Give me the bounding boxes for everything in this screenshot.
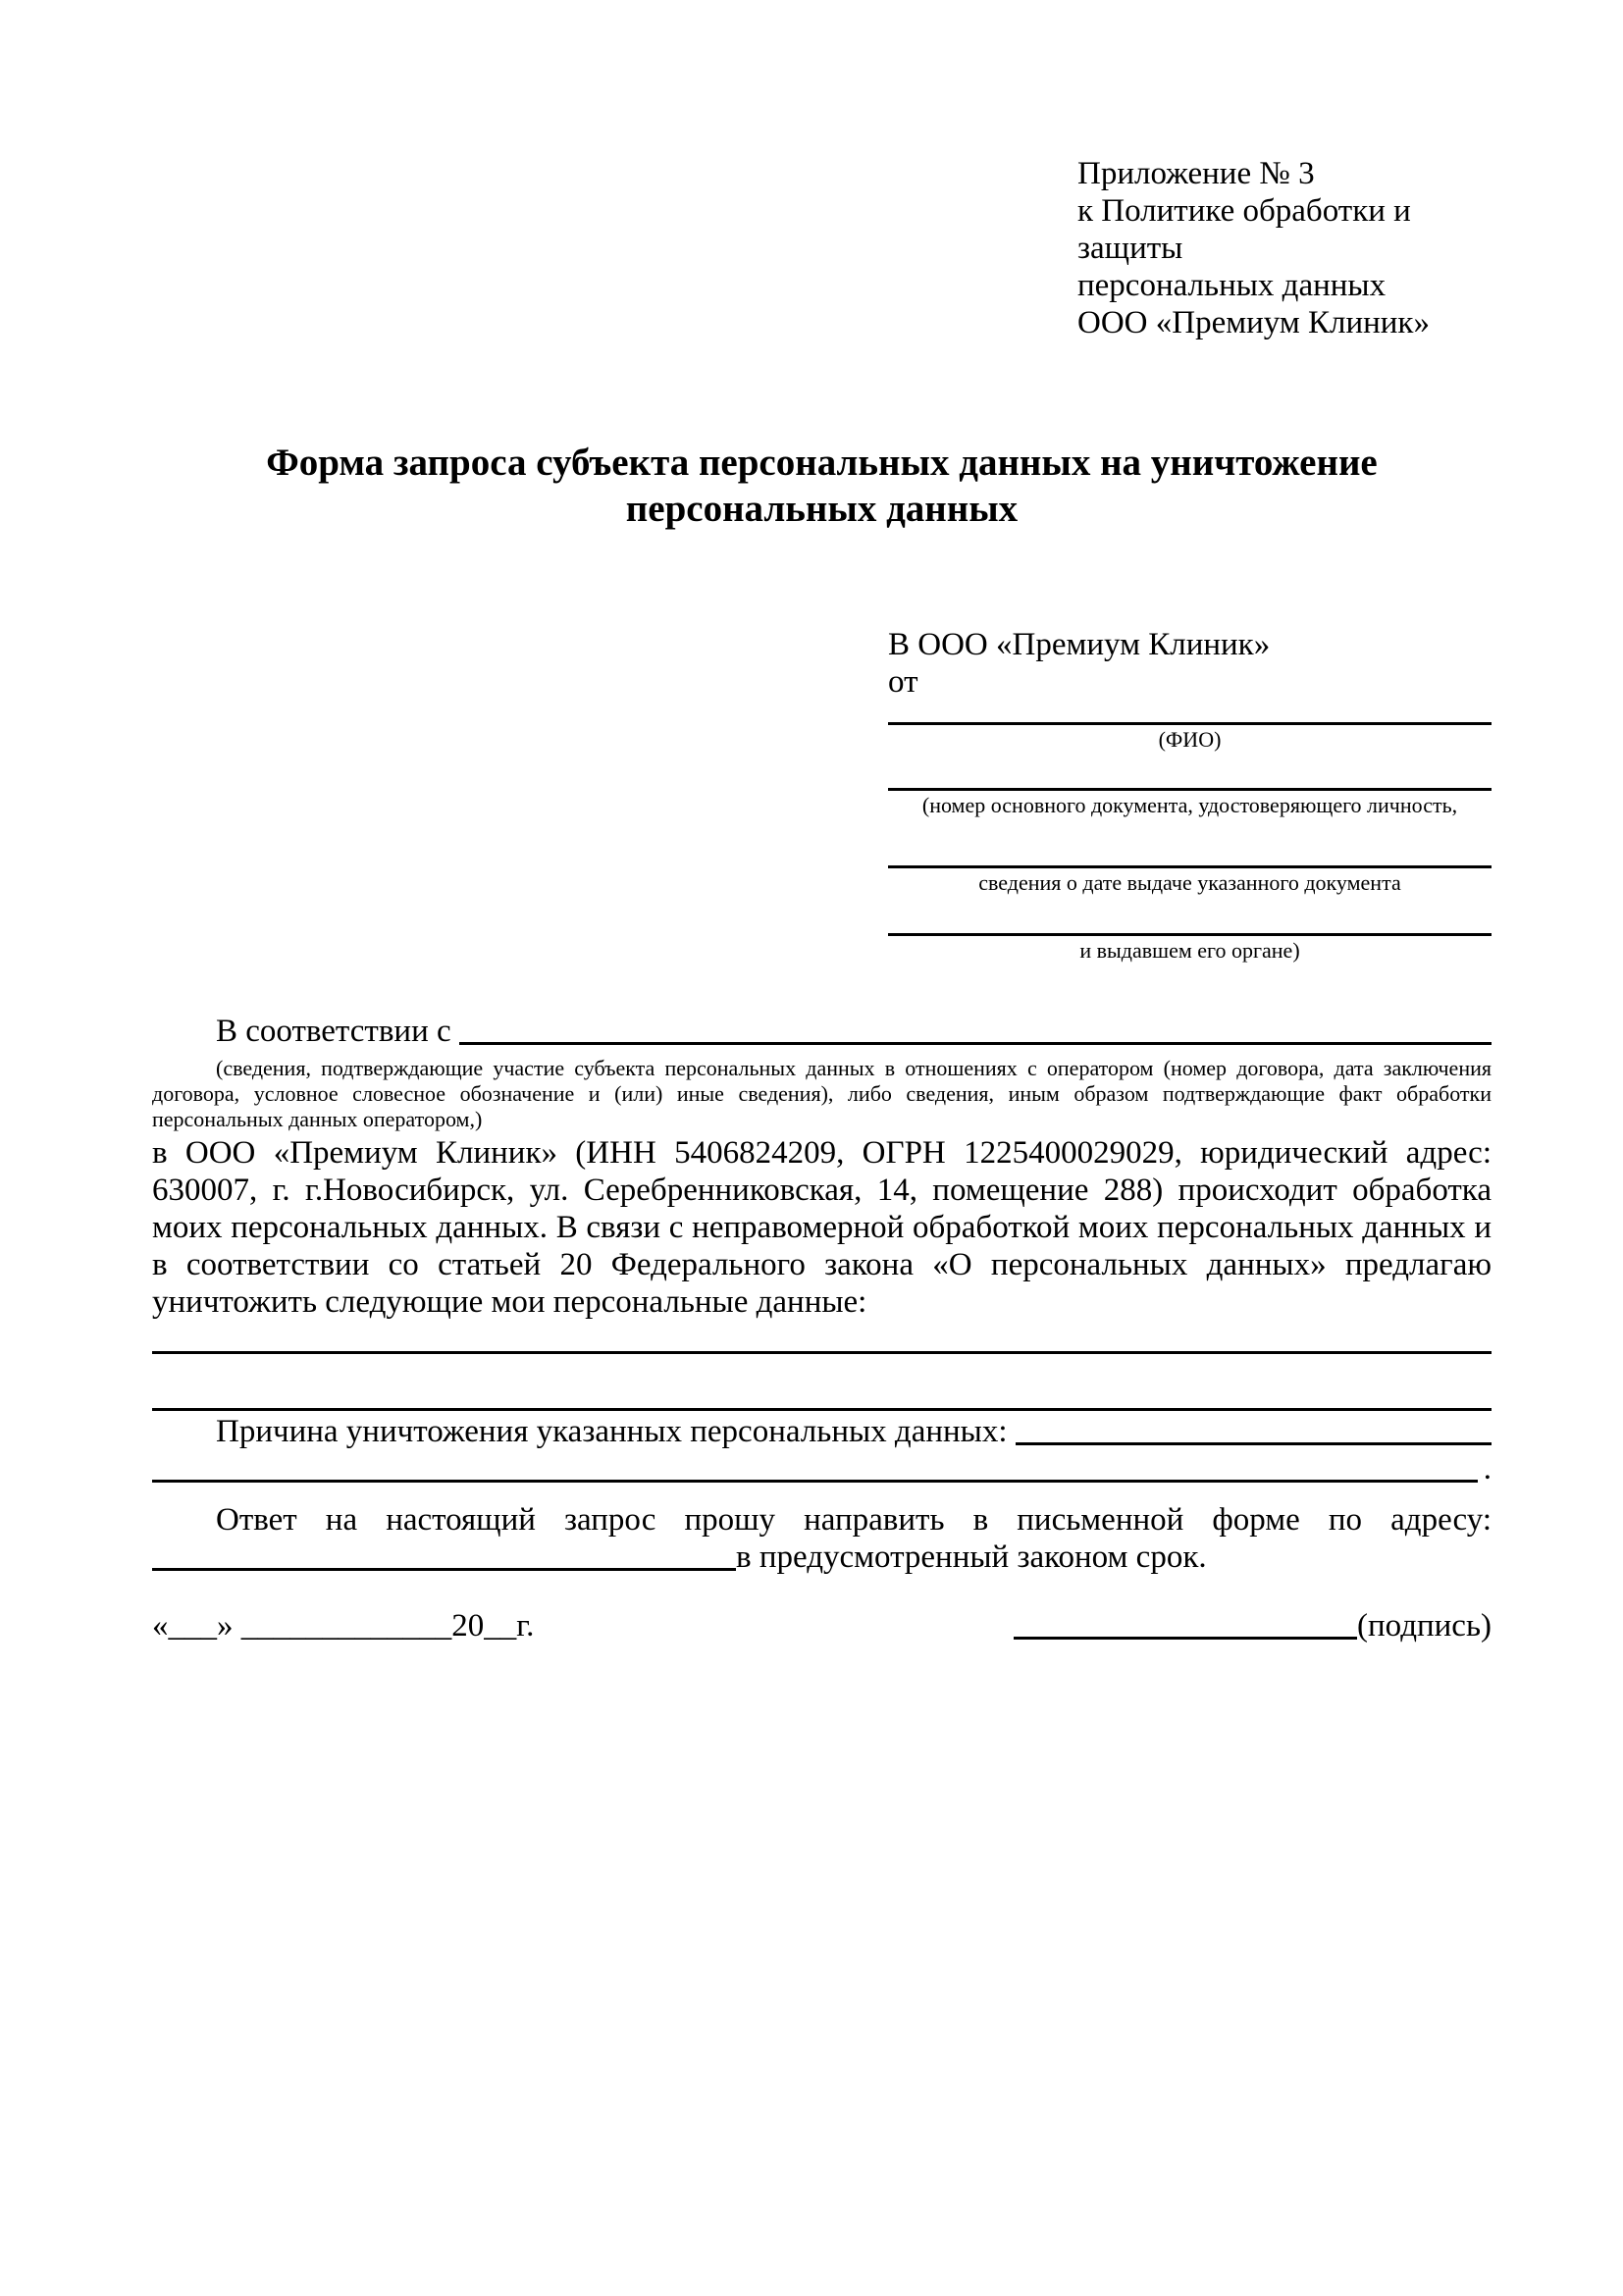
reason-row (152, 1413, 1492, 1450)
date-signature-row (152, 1607, 1492, 1644)
issue-date-blank-line (888, 818, 1492, 868)
page-title-line-1: Форма запроса субъекта персональных данных на уничтожение (266, 442, 1378, 484)
issuing-authority-blank-line (888, 896, 1492, 936)
issuing-authority-field (888, 896, 1492, 964)
response-address-blank-line (152, 1539, 736, 1571)
response-address-row (152, 1539, 1492, 1576)
response-term-text: в предусмотренный законом срок. (736, 1539, 1207, 1575)
data-to-destroy-blank-line-2 (152, 1354, 1492, 1411)
fine-print-note: (сведения, подтверждающие участие субъекта персональных данных в отношениях с оператором (номер договора, дата заключения договора, условное словесное обозначение и (или) иные сведения), либо сведения, иным образом подтверждающие факт обработки персональных данных оператором,) (152, 1056, 1492, 1131)
signature-blank-line (1014, 1607, 1357, 1640)
document-number-caption: (номер основного документа, удостоверяющего личность, (921, 793, 1458, 817)
reason-label: Причина уничтожения указанных персональных данных: (216, 1414, 1008, 1449)
page-title (152, 440, 1492, 532)
signature-caption: (подпись) (1357, 1608, 1492, 1644)
reason-blank-line (1016, 1413, 1492, 1445)
addressee-from-label: от (888, 664, 918, 700)
appendix-header-note (1077, 0, 1492, 341)
issue-date-caption: сведения о дате выдаче указанного документа (978, 870, 1401, 895)
issuing-authority-caption: и выдавшем его органе) (1079, 938, 1300, 963)
document-number-field (888, 753, 1492, 818)
reason-continuation-row (152, 1450, 1492, 1487)
trailing-period: . (1483, 1451, 1492, 1487)
header-line-personal-data: персональных данных (1077, 268, 1387, 303)
response-request-line: Ответ на настоящий запрос прошу направить в письменной форме по адресу: (216, 1502, 1492, 1538)
accordance-label: В соответствии с (216, 1014, 451, 1049)
reason-continuation-blank-line (152, 1450, 1478, 1483)
addressee-organization: В ООО «Премиум Клиник» (888, 627, 1271, 662)
fio-blank-line (888, 701, 1492, 725)
data-to-destroy-blank-line-1 (152, 1321, 1492, 1354)
document-number-blank-line (888, 753, 1492, 791)
accordance-row (152, 1013, 1492, 1050)
fio-caption: (ФИО) (1158, 727, 1222, 752)
header-line-policy: к Политике обработки и защиты (1077, 193, 1411, 266)
accordance-blank-line (459, 1013, 1492, 1045)
fio-field (888, 701, 1492, 753)
date-blank-field: «___» _____________20__г. (152, 1608, 535, 1644)
page-title-line-2: персональных данных (625, 488, 1019, 530)
main-paragraph: в ООО «Премиум Клиник» (ИНН 5406824209, ОГРН 1225400029029, юридический адрес: 630007, г. г.Новосибирск, ул. Серебренниковская, 14, помещение 288) происходит обработка моих персональных данных. В связи с неправомерной обработкой моих персональных данных и в соответствии со статьей 20 Федерального закона «О персональных данных» предлагаю уничтожить следующие мои персональные данные: (152, 1135, 1492, 1320)
addressee-block (888, 626, 1492, 964)
header-line-company: ООО «Премиум Клиник» (1077, 305, 1430, 340)
issue-date-field (888, 818, 1492, 896)
header-line-appendix-number: Приложение № 3 (1077, 156, 1315, 191)
signature-field (1014, 1607, 1492, 1644)
